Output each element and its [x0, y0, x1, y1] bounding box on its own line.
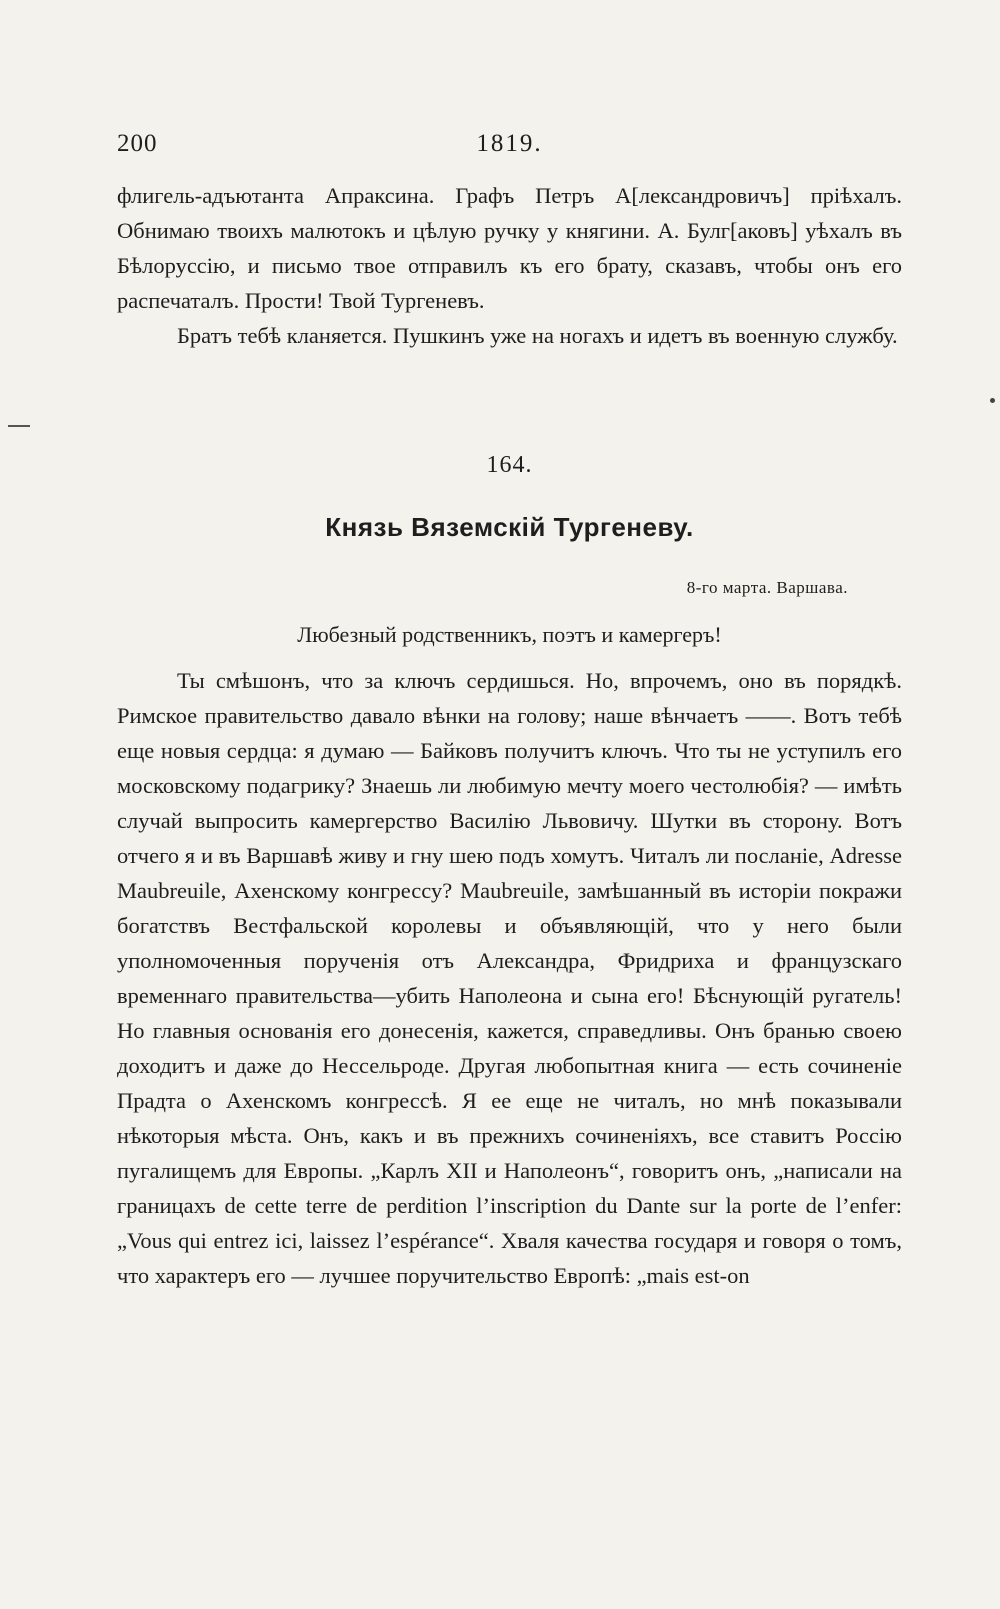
postscript-paragraph: Братъ тебѣ кланяется. Пушкинъ уже на ногахъ и идетъ въ военную службу. [177, 323, 898, 348]
letter-salutation: Любезный родственникъ, поэтъ и камергеръ! [297, 622, 722, 647]
continuation-text [117, 178, 902, 353]
letter-body-paragraph: Ты смѣшонъ, что за ключъ сердишься. Но, впрочемъ, оно въ порядкѣ. Римское правительство давало вѣнки на голову; наше вѣнчаетъ ——. Вотъ тебѣ еще новыя сердца: я думаю — Байковъ получитъ ключъ. Что ты не уступилъ его московскому подагрику? Знаешь ли любимую мечту моего честолюбія? — имѣть случай выпросить камергерство Василію Львовичу. Шутки въ сторону. Вотъ отчего я и въ Варшавѣ живу и гну шею подъ хомутъ. Читалъ ли посланіе, Adresse Maubreuile, Ахенскому конгрессу? Maubreuile, замѣшанный въ исторіи покражи богатствъ Вестфальской королевы и объявляющій, что у него были уполномоченныя порученія отъ Александра, Фридриха и французскаго временнаго правительства—убить Наполеона и сына его! Бѣснующій ругатель! Но главныя основанія его донесенія, кажется, справедливы. Онъ бранью своею доходитъ и даже до Нессельроде. Другая любопытная книга — есть сочиненіе Прадта о Ахенскомъ конгрессѣ. Я ее еще не читалъ, но мнѣ показывали нѣкоторыя мѣста. Онъ, какъ и въ прежнихъ сочиненіяхъ, все ставитъ Россію пугалищемъ для Европы. „Карлъ XII и Наполеонъ“, говоритъ онъ, „написали на границахъ de cette terre de perdition l’inscription du Dante sur la porte de l’enfer: „Vous qui entrez ici, laissez l’espérance“. Хваля качества государя и говоря о томъ, что характеръ его — лучшее поручительство Европѣ: „mais est-on [117, 668, 902, 1288]
running-head [117, 130, 902, 170]
running-year: 1819. [476, 130, 543, 157]
letter-number: 164. [486, 452, 533, 478]
letter-body [117, 663, 902, 1293]
continuation-paragraph: флигель-адъютанта Апраксина. Графъ Петръ А[лександровичъ] пріѣхалъ. Обнимаю твоихъ малютокъ и цѣлую ручку у княгини. А. Булг[аковъ] уѣхалъ въ Бѣлоруссію, и письмо твое отправилъ къ его брату, сказавъ, чтобы онъ его распечаталъ. Прости! Твой Тургеневъ. [117, 183, 902, 313]
letter-date-place: 8-го марта. Варшава. [686, 578, 848, 597]
page-number: 200 [117, 130, 158, 157]
margin-mark [8, 425, 30, 427]
letter-heading: Князь Вяземскій Тургеневу. [325, 512, 694, 542]
ink-speck [990, 398, 995, 403]
